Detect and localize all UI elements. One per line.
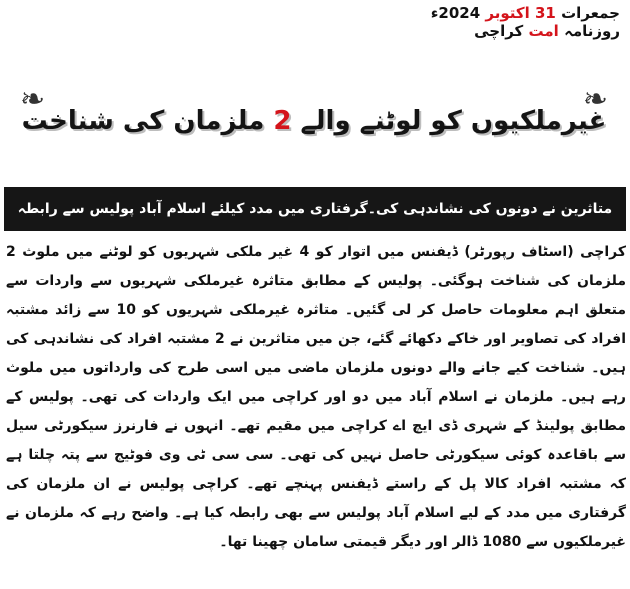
date-row <box>431 4 620 22</box>
paper-row <box>431 22 620 40</box>
headline-part-2: ملزمان کی شناخت <box>21 106 265 136</box>
city-name: کراچی <box>474 22 524 40</box>
headline-box <box>6 58 622 184</box>
ornament-right-icon: ❧ <box>582 82 608 117</box>
headline-part-1: غیرملکیوں کو لوٹنے والے <box>300 106 607 136</box>
headline-number: 2 <box>273 106 292 136</box>
date-year: 2024ء <box>430 4 481 22</box>
date-month: اکتوبر <box>485 4 530 22</box>
paper-name: امت <box>528 22 559 40</box>
headline <box>22 106 607 136</box>
dateline <box>431 4 620 40</box>
article-body: کراچی (اسٹاف رپورٹر) ڈیفنس میں اتوار کو 4 غیر ملکی شہریوں کو لوٹنے میں ملوث 2 ملزمان کی شناخت ہوگئی۔ پولیس کے مطابق متاثرہ غیرملکی شہریوں سے واردات سے متعلق اہم معلومات حاصل کر لی گئیں۔ متاثرہ غیرملکی شہریوں کو 10 سے زائد مشتبہ افراد کی تصاویر اور خاکے دکھائے گئے، جن میں متاثرین نے 2 مشتبہ افراد کی نشاندہی کی ہیں۔ شناخت کیے جانے والے دونوں ملزمان ماضی میں اسی طرح کی وارداتوں میں ملوث رہے ہیں۔ ملزمان نے اسلام آباد میں دو اور کراچی میں ایک واردات کی تھی۔ پولیس کے مطابق پولینڈ کے شہری ڈی ایچ اے کراچی میں مقیم تھے۔ انہوں نے فارنرز سیکورٹی سیل سے باقاعدہ کوئی سیکورٹی حاصل نہیں کی تھی۔ سی سی ٹی وی فوٹیج سے پتہ چلتا ہے کہ مشتبہ افراد کالا پل کے راستے ڈیفنس پہنچے تھے۔ کراچی پولیس نے ان ملزمان کی گرفتاری میں مدد کے لیے اسلام آباد پولیس سے بھی رابطہ کیا ہے۔ واضح رہے کہ ملزمان نے غیرملکیوں سے 1080 ڈالر اور دیگر قیمتی سامان چھینا تھا۔ <box>6 244 626 550</box>
paper-word: روزنامہ <box>564 22 620 40</box>
subheadline-strap: متاثرین نے دونوں کی نشاندہی کی۔گرفتاری میں مدد کیلئے اسلام آباد پولیس سے رابطہ <box>4 187 626 231</box>
date-number: 31 <box>535 4 556 22</box>
day-name: جمعرات <box>561 4 620 22</box>
ornament-left-icon: ❧ <box>20 82 46 117</box>
